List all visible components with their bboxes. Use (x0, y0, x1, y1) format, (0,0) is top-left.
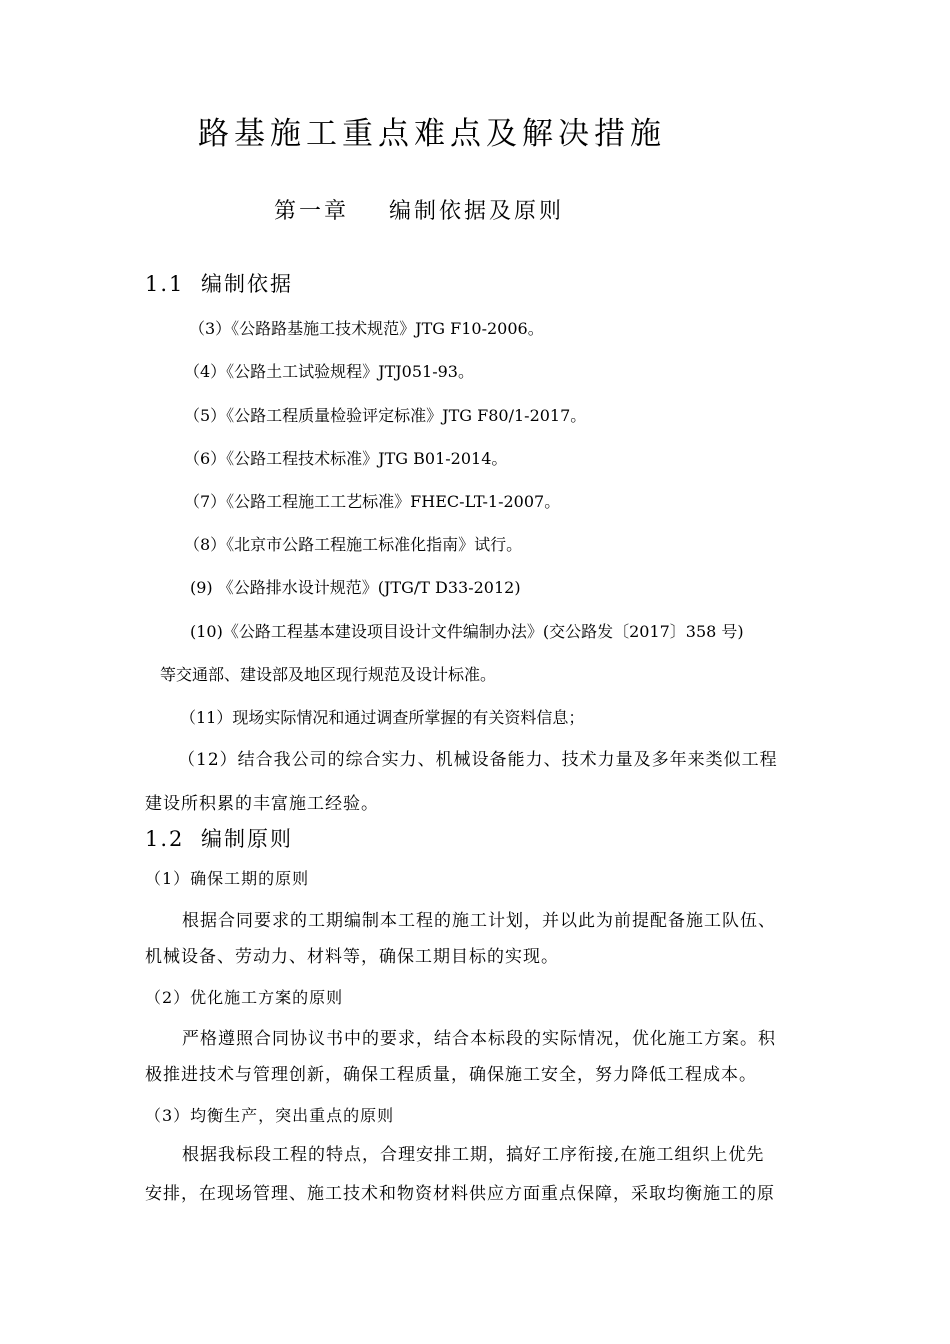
reference-item: （7）《公路工程施工工艺标准》FHEC-LT-1-2007。 (184, 492, 561, 511)
section-heading-1-2 (145, 823, 293, 853)
paragraph-line: 根据合同要求的工期编制本工程的施工计划，并以此为前提配备施工队伍、 (182, 911, 776, 931)
reference-item: （4）《公路土工试验规程》JTJ051-93。 (184, 362, 474, 381)
paragraph-line: 根据我标段工程的特点，合理安排工期，搞好工序衔接,在施工组织上优先 (182, 1145, 765, 1165)
section-number: 1.2 (145, 827, 185, 851)
reference-item: （8）《北京市公路工程施工标准化指南》试行。 (184, 535, 523, 554)
reference-item: （6）《公路工程技术标准》JTG B01-2014。 (184, 449, 508, 468)
reference-item: （11）现场实际情况和通过调查所掌握的有关资料信息； (180, 708, 585, 727)
section-number: 1.1 (145, 272, 185, 296)
paragraph-line: 极推进技术与管理创新，确保工程质量，确保施工安全，努力降低工程成本。 (145, 1065, 757, 1085)
paragraph-line: 严格遵照合同协议书中的要求，结合本标段的实际情况，优化施工方案。积 (182, 1029, 776, 1049)
reference-item: (10)《公路工程基本建设项目设计文件编制办法》(交公路发〔2017〕358 号) (190, 622, 744, 641)
reference-item: （5）《公路工程质量检验评定标准》JTG F80/1-2017。 (184, 406, 587, 425)
reference-item-continuation: 建设所积累的丰富施工经验。 (145, 794, 379, 814)
chapter-heading: 第一章 编制依据及原则 (274, 199, 564, 224)
reference-item-continuation: 等交通部、建设部及地区现行规范及设计标准。 (160, 665, 497, 684)
principle-heading: （1）确保工期的原则 (145, 869, 310, 888)
section-title: 编制原则 (201, 827, 293, 851)
document-title: 路基施工重点难点及解决措施 (198, 116, 666, 152)
reference-item: （3）《公路路基施工技术规范》JTG F10-2006。 (189, 319, 544, 338)
paragraph-line: 机械设备、劳动力、材料等，确保工期目标的实现。 (145, 947, 559, 967)
principle-heading: （2）优化施工方案的原则 (145, 988, 344, 1007)
paragraph-line: 安排，在现场管理、施工技术和物资材料供应方面重点保障，采取均衡施工的原 (145, 1184, 775, 1204)
section-heading-1-1 (145, 268, 293, 298)
section-title: 编制依据 (201, 272, 293, 296)
principle-heading: （3）均衡生产，突出重点的原则 (145, 1106, 395, 1125)
reference-item: （12）结合我公司的综合实力、机械设备能力、技术力量及多年来类似工程 (178, 750, 778, 770)
reference-item: (9) 《公路排水设计规范》(JTG/T D33-2012) (190, 578, 521, 597)
